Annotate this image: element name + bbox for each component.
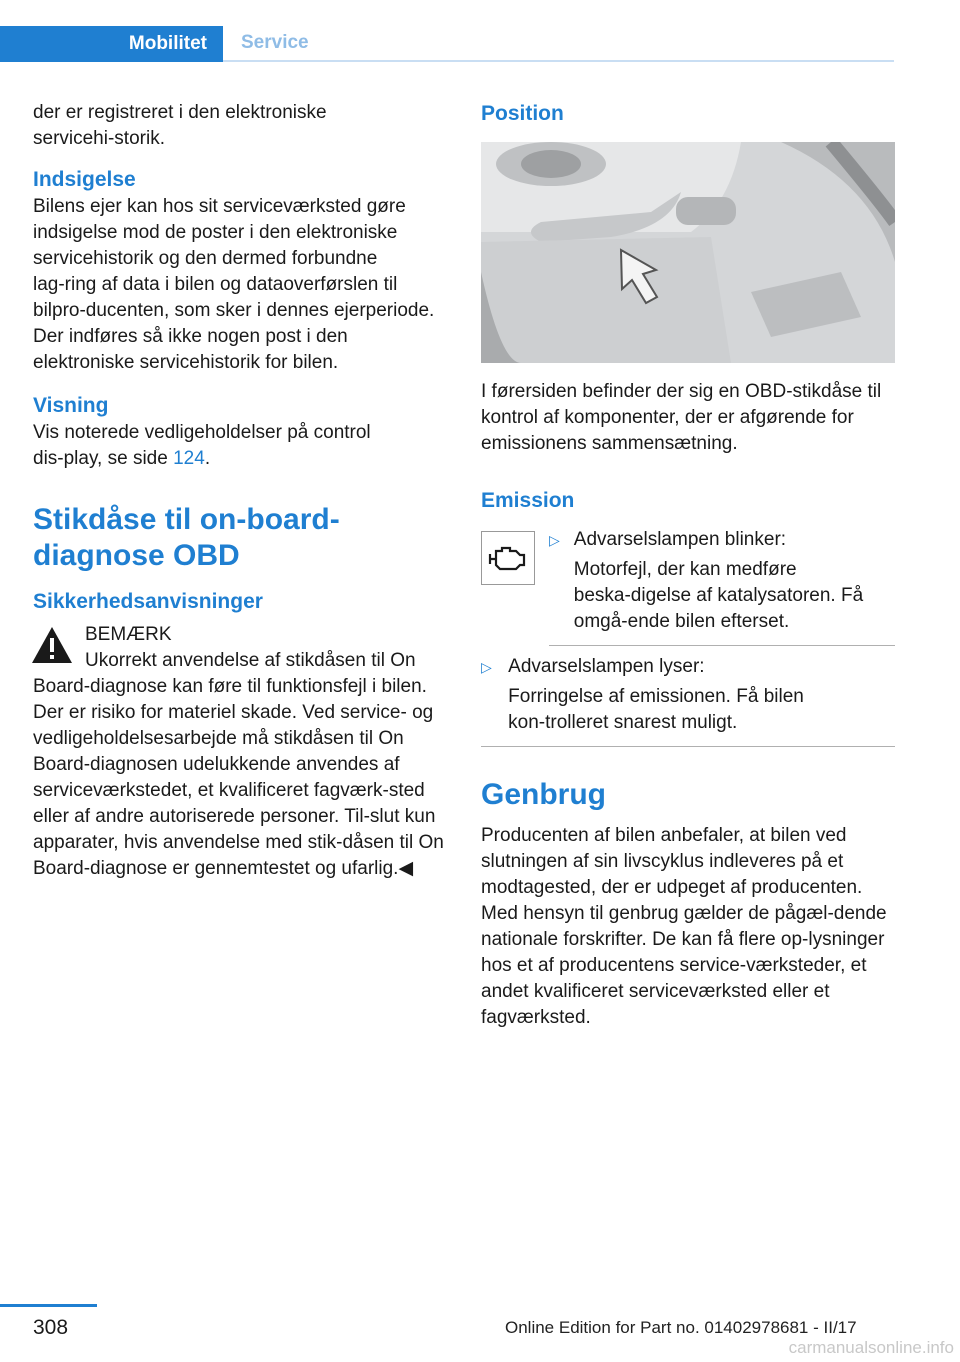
list-item (549, 527, 895, 635)
section-divider (481, 746, 895, 747)
safety-heading: Sikkerhedsanvisninger (33, 590, 263, 613)
warning-block (33, 622, 445, 882)
left-column (33, 100, 445, 882)
visning-text-end: . (204, 448, 211, 469)
triangle-bullet-icon: ▷ (549, 532, 560, 548)
engine-warning-lamp (481, 531, 535, 585)
visning-text (33, 420, 445, 472)
obd-main-heading: Stikdåse til on-board-diagnose OBD (33, 503, 340, 572)
page-number-rule (0, 1304, 97, 1307)
visning-heading: Visning (33, 394, 109, 417)
warning-label: BEMÆRK (85, 624, 172, 645)
genbrug-text: Producenten af bilen anbefaler, at bilen ved slutningen af sin livscyklus indleveres på et modtagested, der er udpeget af producenten. Med hensyn til genbrug gælder de pågæl‑dende nationale forskrifter. De kan få flere op‑lysninger hos et af producentens service‑værksteder, et andet kvalificeret serviceværksted eller et fagværksted. (481, 825, 887, 1028)
indsigelse-text: Bilens ejer kan hos sit serviceværksted gøre indsigelse mod de poster i den elektroniske servicehistorik og den dermed forbundne lag‑ring af data i bilen og dataoverførslen til bilpro‑ducenten, som sker i dennes ejerperiode. Der indføres så ikke nogen post i den elektroniske servicehistorik for bilen. (33, 196, 435, 373)
chapter-tabbar (0, 26, 894, 62)
intro-text: der er registreret i den elektroniske servicehi‑storik. (33, 102, 327, 149)
edition-footer: Online Edition for Part no. 01402978681 - II/17 (505, 1318, 857, 1337)
triangle-bullet-icon: ▷ (481, 659, 492, 675)
position-heading: Position (481, 102, 564, 125)
emission-section (481, 527, 895, 635)
engine-icon (488, 543, 528, 573)
warning-text: Board-diagnose kan føre til funktionsfejl i bilen. Der er risiko for materiel skade. Ved service- og vedligeholdelsesarbejde må stikdåsen til On Board-diagnosen udelukkende anvendes af serviceværkstedet, et kvalificeret fagværk‑sted eller af andre autoriserede personer. Til‑slut kun apparater, hvis anvendelse med stik‑dåsen til On Board-diagnose er gennemtestet og ufarlig.◀ (33, 676, 444, 879)
dashboard-illustration-icon (481, 142, 895, 363)
tab-mobilitet[interactable]: Mobilitet (0, 26, 223, 62)
right-column (481, 100, 895, 1031)
warning-text-first: Ukorrekt anvendelse af stikdåsen til On (85, 650, 416, 671)
indsigelse-heading: Indsigelse (33, 168, 136, 191)
bullet-divider (549, 645, 895, 646)
warning-triangle-icon (31, 626, 73, 664)
position-text: I førersiden befinder der sig en OBD-stikdåse til kontrol af komponenter, der er afgørende for emissionens sammensætning. (481, 381, 882, 454)
page-link-124[interactable]: 124 (173, 448, 205, 469)
obd-location-photo (481, 142, 895, 363)
tab-service[interactable]: Service (223, 26, 894, 62)
list-item (481, 654, 895, 736)
bullet-title: Advarselslampen blinker: (573, 529, 787, 550)
emission-heading: Emission (481, 489, 575, 512)
watermark: carmanualsonline.info (788, 1338, 954, 1357)
bullet-body: Forringelse af emissionen. Få bilen kon‑trolleret snarest muligt. (508, 686, 804, 733)
visning-text-start: Vis noterede vedligeholdelser på control dis‑play, se side (33, 422, 371, 469)
emission-bullets (549, 527, 895, 635)
bullet-body: Motorfejl, der kan medføre beska‑digelse af katalysatoren. Få omgå‑ende bilen efterset. (573, 559, 864, 632)
genbrug-heading: Genbrug (481, 778, 606, 811)
bullet-title: Advarselslampen lyser: (508, 656, 705, 677)
page-number: 308 (33, 1316, 69, 1339)
